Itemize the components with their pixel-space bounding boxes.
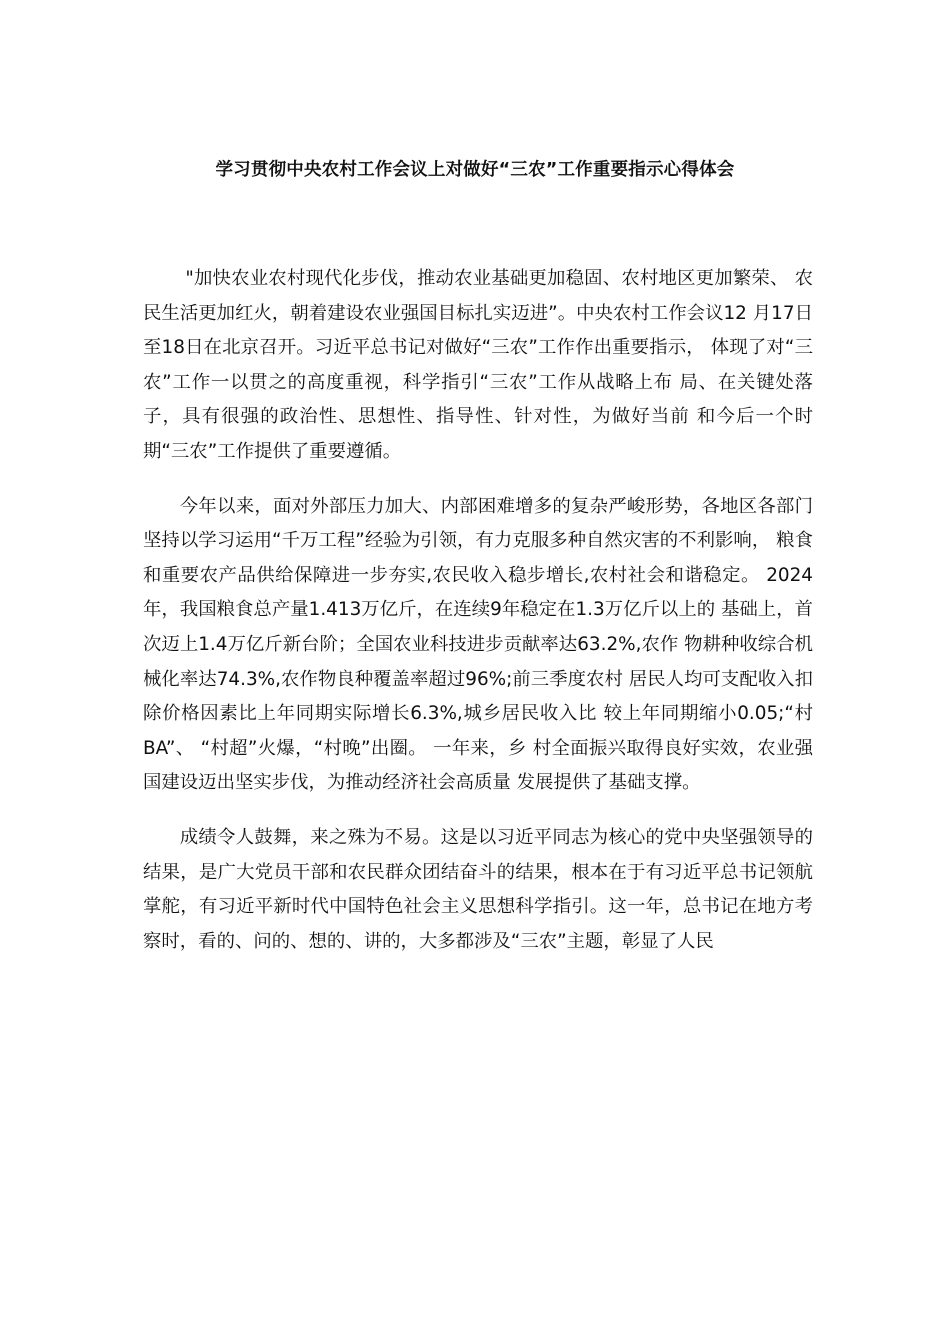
paragraph-1: "加快农业农村现代化步伐，推动农业基础更加稳固、农村地区更加繁荣、 农民生活更加红火，朝着建设农业强国目标扎实迈进”。中央农村工作会议12 月17日至18日在北京召开。习近平总书记对做好“三农”工作作出重要指示， 体现了对“三农”工作一以贯之的高度重视，科学指引“三农”工作从战略上布 局、在关键处落子，具有很强的政治性、思想性、指导性、针对性，为做好当前 和今后一个时期“三农”工作提供了重要遵循。 [143,268,813,462]
paragraph-2: 今年以来，面对外部压力加大、内部困难增多的复杂严峻形势，各地区各部门坚持以学习运用“千万工程”经验为引领，有力克服多种自然灾害的不利影响， 粮食和重要农产品供给保障进一步夯实,农民收入稳步增长,农村社会和谐稳定。 2024年，我国粮食总产量1.413万亿斤，在连续9年稳定在1.3万亿斤以上的 基础上，首次迈上1.4万亿斤新台阶；全国农业科技进步贡献率达63.2%,农作 物耕种收综合机械化率达74.3%,农作物良种覆盖率超过96%;前三季度农村 居民人均可支配收入扣除价格因素比上年同期实际增长6.3%,城乡居民收入比 较上年同期缩小0.05;“村BA”、 “村超”火爆，“村晚”出圈。 一年来，乡 村全面振兴取得良好实效，农业强国建设迈出坚实步伐，为推动经济社会高质量 发展提供了基础支撑。 [143,495,813,794]
document-title: 学习贯彻中央农村工作会议上对做好“三农”工作重要指示心得体会 [215,160,735,180]
document-body [143,262,813,959]
paragraph-3: 成绩令人鼓舞，来之殊为不易。这是以习近平同志为核心的党中央坚强领导的结果，是广大党员干部和农民群众团结奋斗的结果，根本在于有习近平总书记领航掌舵，有习近平新时代中国特色社会主义思想科学指引。这一年，总书记在地方考察时，看的、问的、想的、讲的，大多都涉及“三农”主题，彰显了人民 [143,826,813,952]
